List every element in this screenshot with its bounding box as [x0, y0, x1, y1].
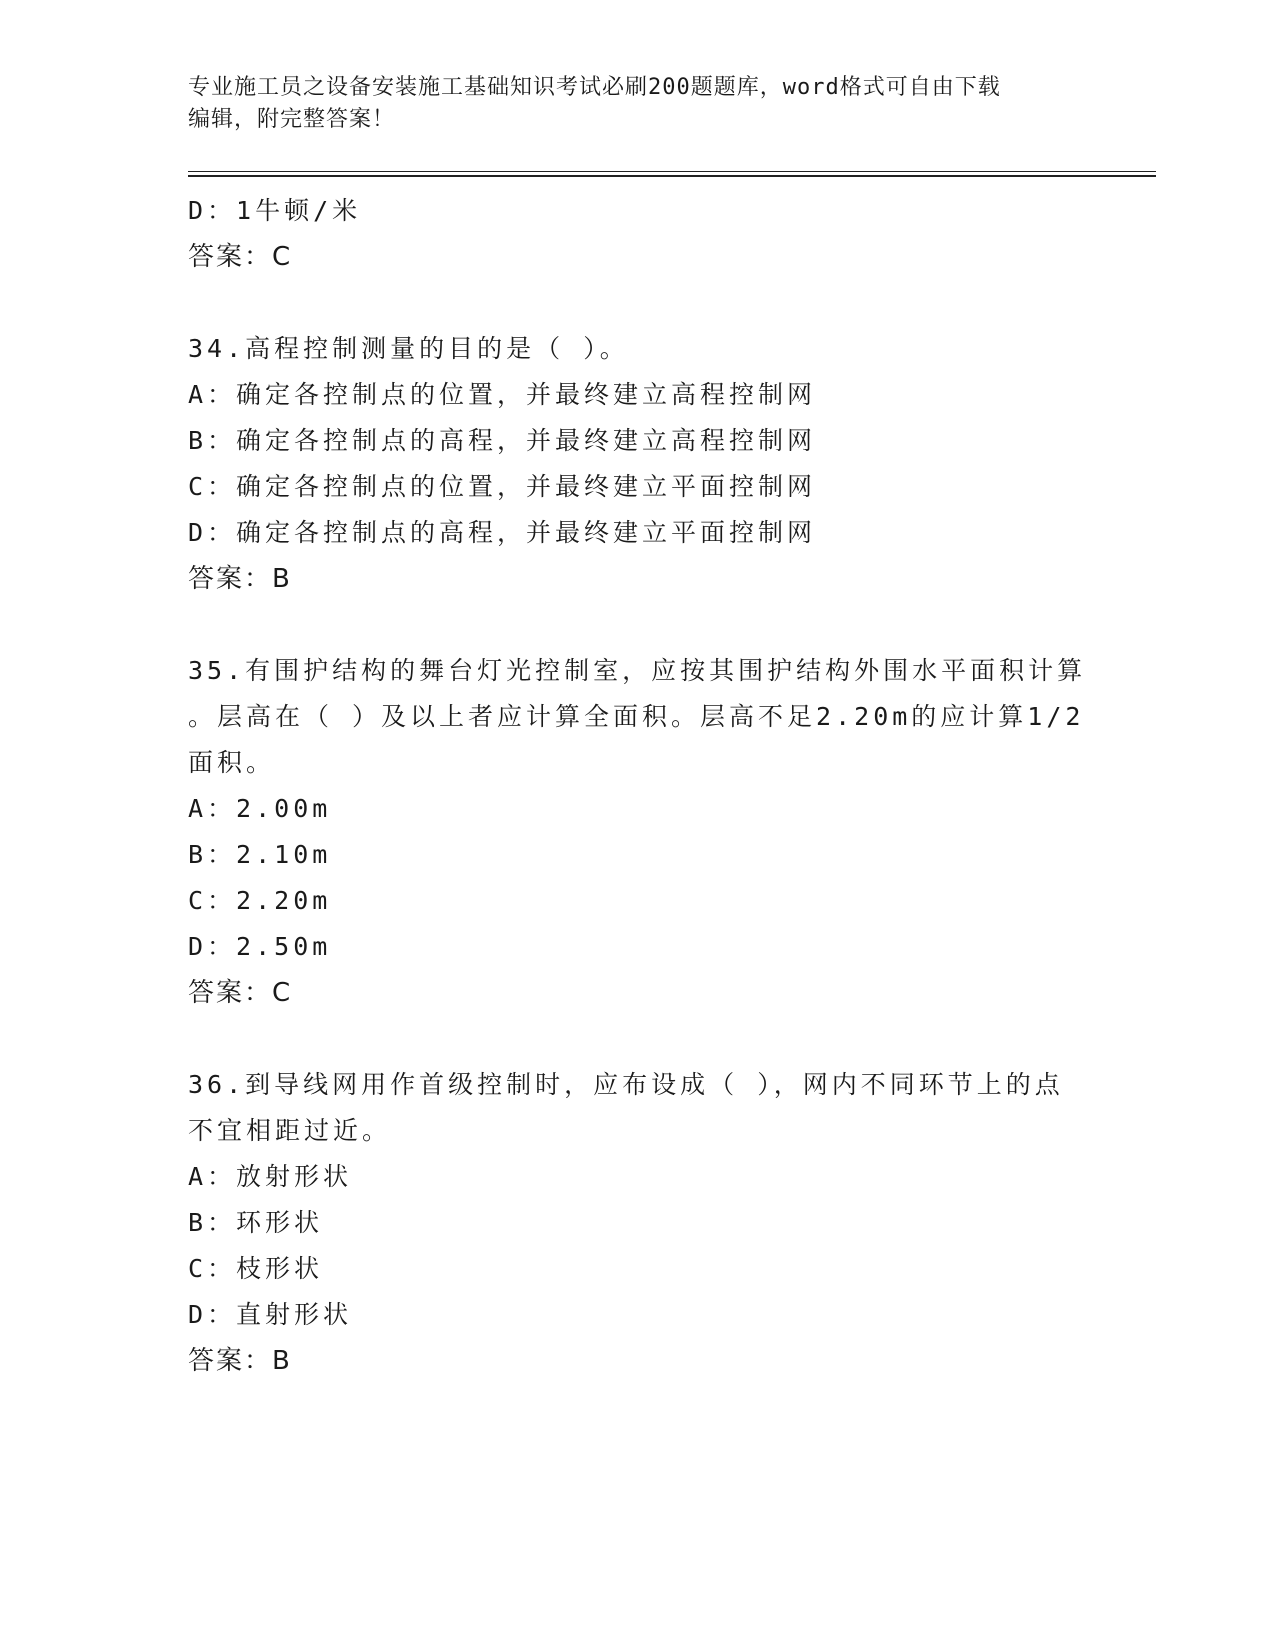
option-d: D：确定各控制点的高程，并最终建立平面控制网: [188, 518, 817, 547]
question-stem-line-2: 不宜相距过近。: [188, 1116, 392, 1145]
option-d: D：2.50m: [188, 932, 332, 961]
question-stem-line-1: 35.有围护结构的舞台灯光控制室，应按其围护结构外围水平面积计算: [188, 656, 1087, 685]
answer: 答案：B: [188, 1346, 292, 1376]
question-stem-line-1: 36.到导线网用作首级控制时，应布设成（ ），网内不同环节上的点: [188, 1070, 1064, 1099]
option-b: B：确定各控制点的高程，并最终建立高程控制网: [188, 426, 817, 455]
option-a: A：放射形状: [188, 1162, 353, 1191]
spacer: [188, 602, 1088, 648]
question-list: [188, 188, 1088, 1384]
prev-answer: 答案：C: [188, 242, 293, 272]
document-header: [188, 72, 1088, 136]
option-c: C：枝形状: [188, 1254, 324, 1283]
question-34: [188, 326, 1088, 602]
prev-option-d: D：1牛顿/米: [188, 196, 362, 225]
header-line-1: 专业施工员之设备安装施工基础知识考试必刷200题题库，word格式可自由下载: [188, 75, 1001, 100]
option-a: A：确定各控制点的位置，并最终建立高程控制网: [188, 380, 817, 409]
option-c: C：2.20m: [188, 886, 332, 915]
question-stem: 34.高程控制测量的目的是（ ）。: [188, 334, 629, 363]
option-b: B：环形状: [188, 1208, 324, 1237]
option-b: B：2.10m: [188, 840, 332, 869]
option-c: C：确定各控制点的位置，并最终建立平面控制网: [188, 472, 817, 501]
question-stem-line-2: 。层高在（ ）及以上者应计算全面积。层高不足2.20m的应计算1/2: [188, 702, 1085, 731]
answer: 答案：C: [188, 978, 293, 1008]
header-rule-thick: [188, 175, 1156, 177]
option-d: D：直射形状: [188, 1300, 353, 1329]
question-35: [188, 648, 1088, 1016]
question-stem-line-3: 面积。: [188, 748, 276, 777]
header-rule-thin: [188, 171, 1156, 172]
spacer: [188, 280, 1088, 326]
question-36: [188, 1062, 1088, 1384]
spacer: [188, 1016, 1088, 1062]
header-line-2: 编辑，附完整答案！: [188, 107, 396, 132]
answer: 答案：B: [188, 564, 292, 594]
option-a: A：2.00m: [188, 794, 332, 823]
